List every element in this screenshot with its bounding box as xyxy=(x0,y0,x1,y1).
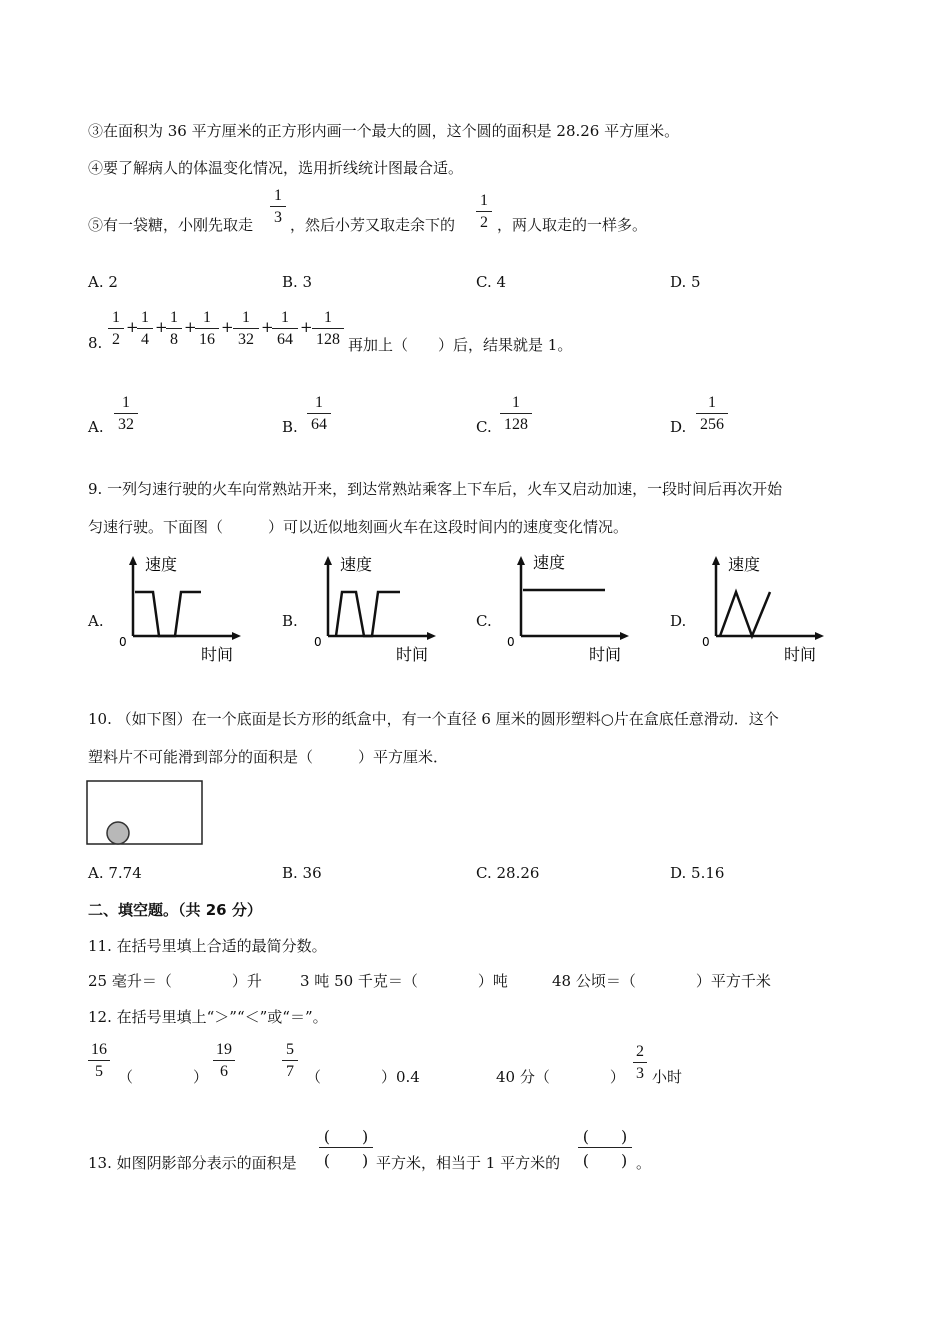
plus-sign: + xyxy=(126,318,139,336)
q9-line-1: 9. 一列匀速行驶的火车向常熟站开来，到达常熟站乘客上下车后，火车又启动加速，一段时间后再次开始 xyxy=(88,480,783,498)
speed-line xyxy=(720,592,770,636)
q8-option-d-fraction: 1 256 xyxy=(696,393,728,436)
q10-option-d[interactable]: D. 5.16 xyxy=(670,864,725,882)
q12-fraction-2-3: 2 3 xyxy=(633,1042,647,1085)
y-axis-arrow xyxy=(517,556,525,565)
y-axis-label: 速度 xyxy=(145,555,178,574)
plus-sign: + xyxy=(184,318,197,336)
y-axis-label: 速度 xyxy=(340,555,373,574)
origin-label: 0 xyxy=(507,635,515,649)
q11-title: 11. 在括号里填上合适的最简分数。 xyxy=(88,937,327,955)
denominator-blank: ( ) xyxy=(582,1151,628,1170)
q12-blank-1: （ ） xyxy=(118,1068,209,1086)
x-axis-label: 时间 xyxy=(396,645,429,664)
q8-term-3: 1 8 xyxy=(166,308,182,351)
q13-answer-fraction-2 xyxy=(578,1124,632,1171)
q13-answer-fraction-1 xyxy=(319,1124,373,1171)
option-label: D. xyxy=(670,418,687,436)
q9-graph-c xyxy=(503,550,633,665)
q9-graph-a xyxy=(115,550,245,665)
plus-sign: + xyxy=(261,318,274,336)
section-heading: 二、填空题。（共 26 分） xyxy=(88,901,262,919)
q12-title: 12. 在括号里填上“＞”“＜”或“＝”。 xyxy=(88,1008,328,1026)
q10-line-1: 10. （如下图）在一个底面是长方形的纸盒中，有一个直径 6 厘米的圆形塑料○片在盒底任意滑动．这个 xyxy=(88,710,779,728)
x-axis-arrow xyxy=(427,632,436,640)
plastic-disc xyxy=(107,822,129,844)
origin-label: 0 xyxy=(702,635,710,649)
q10-option-a[interactable]: A. 7.74 xyxy=(88,864,142,882)
q8-term-7: 1 128 xyxy=(312,308,344,351)
q12-unit-hour: 小时 xyxy=(652,1068,683,1086)
q8-option-c[interactable] xyxy=(476,418,492,436)
q8-term-6: 1 64 xyxy=(272,308,298,351)
q9-graph-d xyxy=(698,550,828,665)
y-axis-arrow xyxy=(712,556,720,565)
q10-box-diagram xyxy=(86,780,206,848)
y-axis-arrow xyxy=(129,556,137,565)
q13-text-c: 。 xyxy=(636,1154,652,1172)
x-axis-label: 时间 xyxy=(784,645,817,664)
q9-graph-b xyxy=(310,550,440,665)
y-axis-arrow xyxy=(324,556,332,565)
q11-item-1: 25 毫升＝（ ）升 xyxy=(88,972,262,990)
numerator-blank: ( ) xyxy=(323,1127,369,1146)
q8-term-2: 1 4 xyxy=(137,308,153,351)
q12-blank-3: 40 分（ ） xyxy=(496,1068,625,1086)
q10-option-b[interactable]: B. 36 xyxy=(282,864,322,882)
fraction-one-half: 1 2 xyxy=(476,191,492,234)
q12-fraction-19-6: 19 6 xyxy=(213,1040,235,1083)
q8-term-5: 1 32 xyxy=(233,308,259,351)
q8-option-d[interactable] xyxy=(670,418,686,436)
q9-option-a[interactable]: A. xyxy=(88,612,104,630)
q12-fraction-16-5: 16 5 xyxy=(88,1040,110,1083)
q8-option-a[interactable] xyxy=(88,418,104,436)
q13-text-b: 平方米，相当于 1 平方米的 xyxy=(376,1154,561,1172)
q8-number: 8. xyxy=(88,334,103,352)
x-axis-label: 时间 xyxy=(201,645,234,664)
x-axis-arrow xyxy=(232,632,241,640)
q8-tail-text: 再加上（ ）后，结果就是 1。 xyxy=(348,336,573,354)
q8-option-b-fraction: 1 64 xyxy=(307,393,331,436)
q11-item-3: 48 公顷＝（ ）平方千米 xyxy=(552,972,771,990)
box-rectangle xyxy=(87,781,202,844)
y-axis-label: 速度 xyxy=(728,555,761,574)
q7-option-d[interactable]: D. 5 xyxy=(670,273,701,291)
q7-statement-5b: ，然后小芳又取走余下的 xyxy=(290,216,456,234)
q7-option-b[interactable]: B. 3 xyxy=(282,273,313,291)
q8-term-4: 1 16 xyxy=(195,308,219,351)
plus-sign: + xyxy=(155,318,168,336)
q12-blank-2: （ ）0.4 xyxy=(306,1068,420,1086)
q7-statement-3: ③在面积为 36 平方厘米的正方形内画一个最大的圆，这个圆的面积是 28.26 平方厘米。 xyxy=(88,122,680,140)
numerator-blank: ( ) xyxy=(582,1127,628,1146)
q10-line-2: 塑料片不可能滑到部分的面积是（ ）平方厘米． xyxy=(88,748,449,766)
origin-label: 0 xyxy=(314,635,322,649)
q8-option-b[interactable] xyxy=(282,418,298,436)
plus-sign: + xyxy=(300,318,313,336)
q12-fraction-5-7: 5 7 xyxy=(282,1040,298,1083)
q8-option-c-fraction: 1 128 xyxy=(500,393,532,436)
option-label: C. xyxy=(476,418,492,436)
q9-line-2: 匀速行驶。下面图（ ）可以近似地刻画火车在这段时间内的速度变化情况。 xyxy=(88,518,629,536)
q7-option-a[interactable]: A. 2 xyxy=(88,273,118,291)
speed-line xyxy=(336,592,400,636)
x-axis-arrow xyxy=(620,632,629,640)
q9-option-c[interactable]: C. xyxy=(476,612,492,630)
plus-sign: + xyxy=(221,318,234,336)
x-axis-arrow xyxy=(815,632,824,640)
q9-option-b[interactable]: B. xyxy=(282,612,298,630)
q8-option-a-fraction: 1 32 xyxy=(114,393,138,436)
q8-term-1: 1 2 xyxy=(108,308,124,351)
fraction-one-third: 1 3 xyxy=(270,186,286,229)
q7-statement-5c: ，两人取走的一样多。 xyxy=(497,216,648,234)
x-axis-label: 时间 xyxy=(589,645,622,664)
q13-text-a: 13. 如图阴影部分表示的面积是 xyxy=(88,1154,297,1172)
q7-statement-5a: ⑤有一袋糖，小刚先取走 xyxy=(88,216,254,234)
denominator-blank: ( ) xyxy=(323,1151,369,1170)
q11-item-2: 3 吨 50 千克＝（ ）吨 xyxy=(300,972,508,990)
y-axis-label: 速度 xyxy=(533,553,566,572)
q7-option-c[interactable]: C. 4 xyxy=(476,273,507,291)
option-label: B. xyxy=(282,418,298,436)
q9-option-d[interactable]: D. xyxy=(670,612,687,630)
origin-label: 0 xyxy=(119,635,127,649)
option-label: A. xyxy=(88,418,104,436)
q10-option-c[interactable]: C. 28.26 xyxy=(476,864,540,882)
q7-statement-4: ④要了解病人的体温变化情况，选用折线统计图最合适。 xyxy=(88,159,464,177)
speed-line xyxy=(135,592,201,636)
